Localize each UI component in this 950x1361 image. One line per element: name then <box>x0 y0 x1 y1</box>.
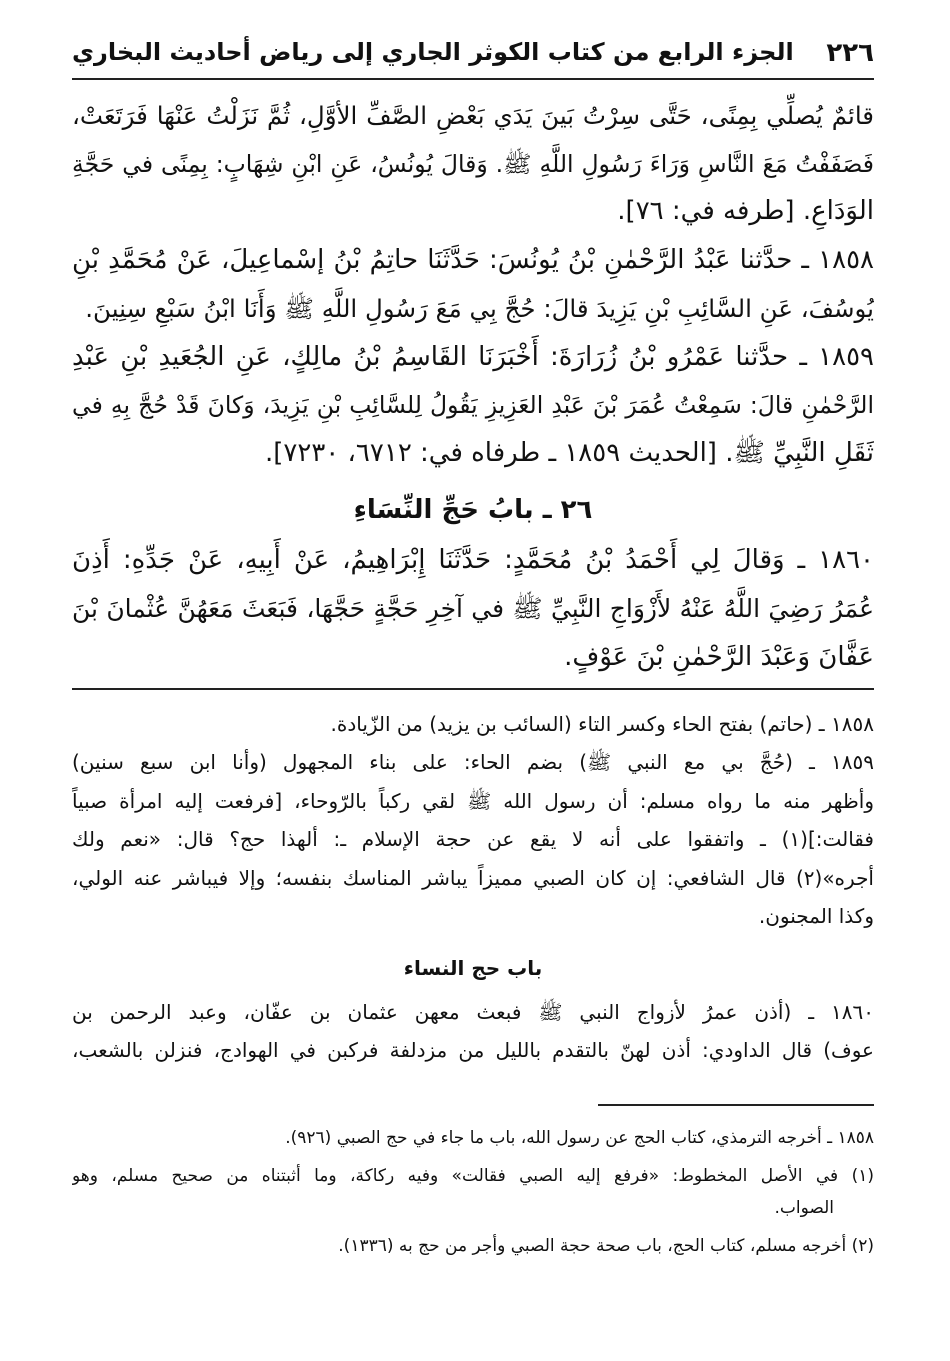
chapter-heading: ٢٦ ـ بابُ حَجِّ النِّسَاءِ <box>353 495 593 525</box>
text-line: الرَّحْمٰنِ قالَ: سَمِعْتُ عُمَرَ بْنَ عَبْدِ العَزِيزِ يَقُولُ لِلسَّائِبِ بْنِ يَزِيدَ، وَكانَ قَدْ حُجَّ بِهِ في <box>72 391 874 419</box>
text-line: قائمٌ يُصلِّي بِمِنًى، حَتَّى سِرْتُ بَينَ يَدَي بَعْضِ الصَّفِّ الأوَّلِ، ثُمَّ نَزَلْتُ عَنْهَا فَرَتَعَتْ، <box>72 101 874 130</box>
commentary-line: ١٨٥٩ ـ (حُجَّ بي مع النبي ﷺ) بضم الحاء: على بناء المجهول (وأنا ابن سبع سنين) <box>72 750 874 774</box>
commentary-line: ١٨٥٨ ـ (حاتم) بفتح الحاء وكسر التاء (السائب بن يزيد) من الزّيادة. <box>330 712 874 736</box>
commentary-line: وكذا المجنون. <box>758 904 874 928</box>
running-header <box>72 34 874 80</box>
text-line: فَصَفَفْتُ مَعَ النَّاسِ وَرَاءَ رَسُولِ اللَّهِ ﷺ. وَقالَ يُونُسُ، عَنِ ابْنِ شِهَابٍ: بِمِنًى في حَجَّةِ <box>72 150 874 178</box>
commentary-divider <box>72 688 874 690</box>
commentary-line: فقالت:](١) ـ واتفقوا على أنه لا يقع عن حجة الإسلام ـ: ألهذا حج؟ قال: «نعم ولك <box>72 827 874 851</box>
commentary-line: ١٨٦٠ ـ (أذن عمرُ لأزواج النبي ﷺ فبعث معهن عثمان بن عفّان، وعبد الرحمن بن <box>72 1000 874 1024</box>
text-line: عَفَّانَ وَعَبْدَ الرَّحْمٰنِ بْنَ عَوْفٍ. <box>564 642 874 672</box>
text-line: ١٨٦٠ ـ وَقالَ لِي أَحْمَدُ بْنُ مُحَمَّدٍ: حَدَّثَنَا إِبْرَاهِيمُ، عَنْ أَبِيهِ، عَنْ جَدِّهِ: أَذِنَ <box>72 545 874 575</box>
footnote-line: (٢) أخرجه مسلم، كتاب الحج، باب صحة حجة الصبي وأجر من حج به (١٣٣٦). <box>338 1236 874 1256</box>
text-line: ١٨٥٨ ـ حدَّثنا عَبْدُ الرَّحْمٰنِ بْنُ يُونُسَ: حَدَّثَنَا حاتِمُ بْنُ إسْماعِيلَ، عَنْ مُحَمَّدِ بْنِ <box>72 245 874 275</box>
commentary-line: عوف) قال الداودي: أذن لهنّ بالتقدم بالليل من مزدلفة فركبن في الهوادج، فنزلن بالشعب، <box>72 1038 874 1062</box>
text-line: عُمَرُ رَضِيَ اللَّهُ عَنْهُ لأَزْوَاجِ النَّبِيِّ ﷺ في آخِرِ حَجَّةٍ حَجَّهَا، فَبَعَثَ مَعَهُنَّ عُثْمانَ بْنَ <box>72 594 874 623</box>
commentary-line: وأظهر منه ما رواه مسلم: أن رسول الله ﷺ لقي ركباً بالرّوحاء، [فرفعت إليه امرأة صبياً <box>72 789 874 813</box>
footnote-line: (١) في الأصل المخطوط: «فرفع إليه الصبي فقالت» وفيه ركاكة، وما أثبتناه من صحيح مسلم، وهو <box>72 1166 874 1186</box>
running-title: الجزء الرابع من كتاب الكوثر الجاري إلى رياض أحاديث البخاري <box>72 38 794 66</box>
text-line: ثَقَلِ النَّبِيِّ ﷺ. [الحديث ١٨٥٩ ـ طرفاه في: ٦٧١٢، ٧٢٣٠]. <box>264 438 874 468</box>
commentary-line: أجره»(٢) قال الشافعي: إن كان الصبي مميزاً يباشر المناسك بنفسه؛ وإلا فيباشر عنه الولي، <box>72 866 874 890</box>
text-line: الوَدَاعِ. [طرفه في: ٧٦]. <box>617 196 874 226</box>
footnote-line: الصواب. <box>774 1198 834 1218</box>
page-number: ٢٢٦ <box>826 38 874 68</box>
footnote-divider <box>598 1104 874 1106</box>
text-line: ١٨٥٩ ـ حدَّثنا عَمْرُو بْنُ زُرَارَةَ: أَخْبَرَنَا القَاسِمُ بْنُ مالِكٍ، عَنِ الجُعَيدِ بْنِ عَبْدِ <box>72 342 874 372</box>
commentary-heading: باب حج النساء <box>403 956 543 980</box>
text-line: يُوسُفَ، عَنِ السَّائِبِ بْنِ يَزِيدَ قالَ: حُجَّ بِي مَعَ رَسُولِ اللَّهِ ﷺ وَأَنَا ابْنُ سَبْعِ سِنِينَ. <box>85 294 874 323</box>
footnote-line: ١٨٥٨ ـ أخرجه الترمذي، كتاب الحج عن رسول الله، باب ما جاء في حج الصبي (٩٢٦). <box>285 1128 874 1148</box>
